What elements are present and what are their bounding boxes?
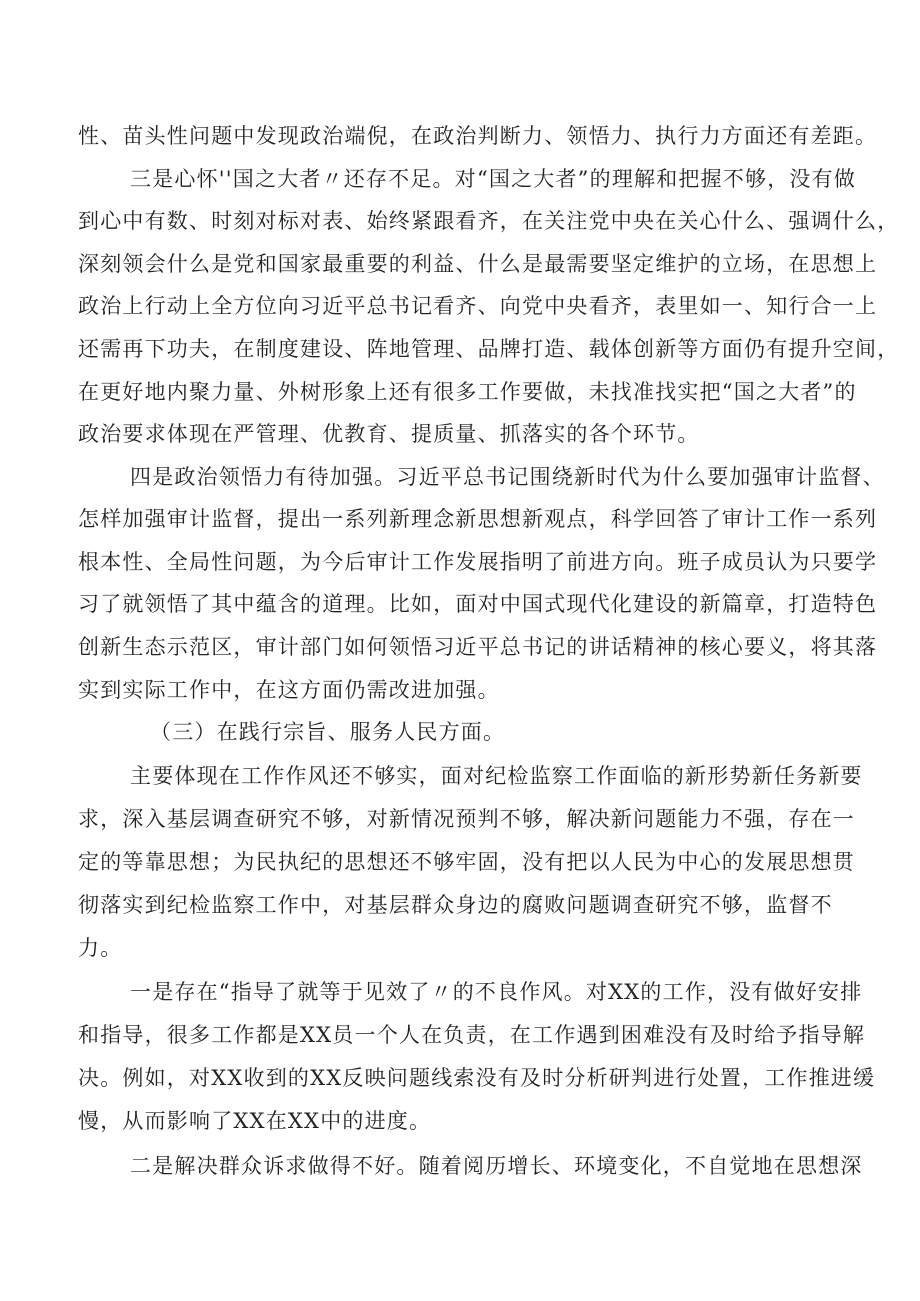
text-line: 三是心怀''国之大者〃还存不足。对“国之大者”的理解和把握不够，没有做 <box>130 167 857 191</box>
text-line: 和指导，很多工作都是XX员一个人在负责，在工作遇到困难没有及时给予指导解 <box>78 1023 866 1047</box>
text-line: 实到实际工作中，在这方面仍需改进加强。 <box>78 678 500 702</box>
text-line: 求，深入基层调查研究不够，对新情况预判不够，解决新问题能力不强，存在一 <box>78 807 855 831</box>
text-line: 政治要求体现在严管理、优教育、提质量、抓落实的各个环节。 <box>78 422 700 446</box>
text-line: 慢，从而影响了XX在XX中的进度。 <box>78 1109 432 1133</box>
text-line: 在更好地内聚力量、外树形象上还有很多工作要做，未找准找实把“国之大者”的 <box>78 380 857 404</box>
text-line: 力。 <box>78 936 123 960</box>
text-line: 深刻领会什么是党和国家最重要的利益、什么是最需要坚定维护的立场，在思想上 <box>78 252 878 276</box>
text-line: 创新生态示范区，审计部门如何领悟习近平总书记的讲话精神的核心要义，将其落 <box>78 635 878 659</box>
text-line: 决。例如，对XX收到的XX反映问题线索没有及时分析研判进行处置，工作推进缓 <box>78 1066 876 1090</box>
text-line: 彻落实到纪检监察工作中，对基层群众身边的腐败问题调查研究不够，监督不 <box>78 893 833 917</box>
text-line: 定的等靠思想；为民执纪的思想还不够牢固，没有把以人民为中心的发展思想贯 <box>78 850 855 874</box>
text-line: 到心中有数、时刻对标对表、始终紧跟看齐，在关注党中央在关心什么、强调什么， <box>78 209 900 233</box>
section-heading: （三）在践行宗旨、服务人民方面。 <box>150 720 506 744</box>
text-line: 根本性、全局性问题，为今后审计工作发展指明了前进方向。班子成员认为只要学 <box>78 550 878 574</box>
text-line: 还需再下功夫，在制度建设、阵地管理、品牌打造、载体创新等方面仍有提升空间， <box>78 337 900 361</box>
text-line: 政治上行动上全方位向习近平总书记看齐、向党中央看齐，表里如一、知行合一上 <box>78 294 878 318</box>
text-line: 四是政治领悟力有待加强。习近平总书记围绕新时代为什么要加强审计监督、 <box>130 465 885 489</box>
text-line: 主要体现在工作作风还不够实，面对纪检监察工作面临的新形势新任务新要 <box>130 764 863 788</box>
text-line: 性、苗头性问题中发现政治端倪，在政治判断力、领悟力、执行力方面还有差距。 <box>78 124 878 148</box>
text-line: 怎样加强审计监督，提出一系列新理念新思想新观点，科学回答了审计工作一系列 <box>78 507 878 531</box>
text-line: 一是存在“指导了就等于见效了〃的不良作风。对XX的工作，没有做好安排 <box>130 980 863 1004</box>
text-line: 习了就领悟了其中蕴含的道理。比如，面对中国式现代化建设的新篇章，打造特色 <box>78 592 878 616</box>
text-line: 二是解决群众诉求做得不好。随着阅历增长、环境变化，不自觉地在思想深 <box>130 1154 863 1178</box>
